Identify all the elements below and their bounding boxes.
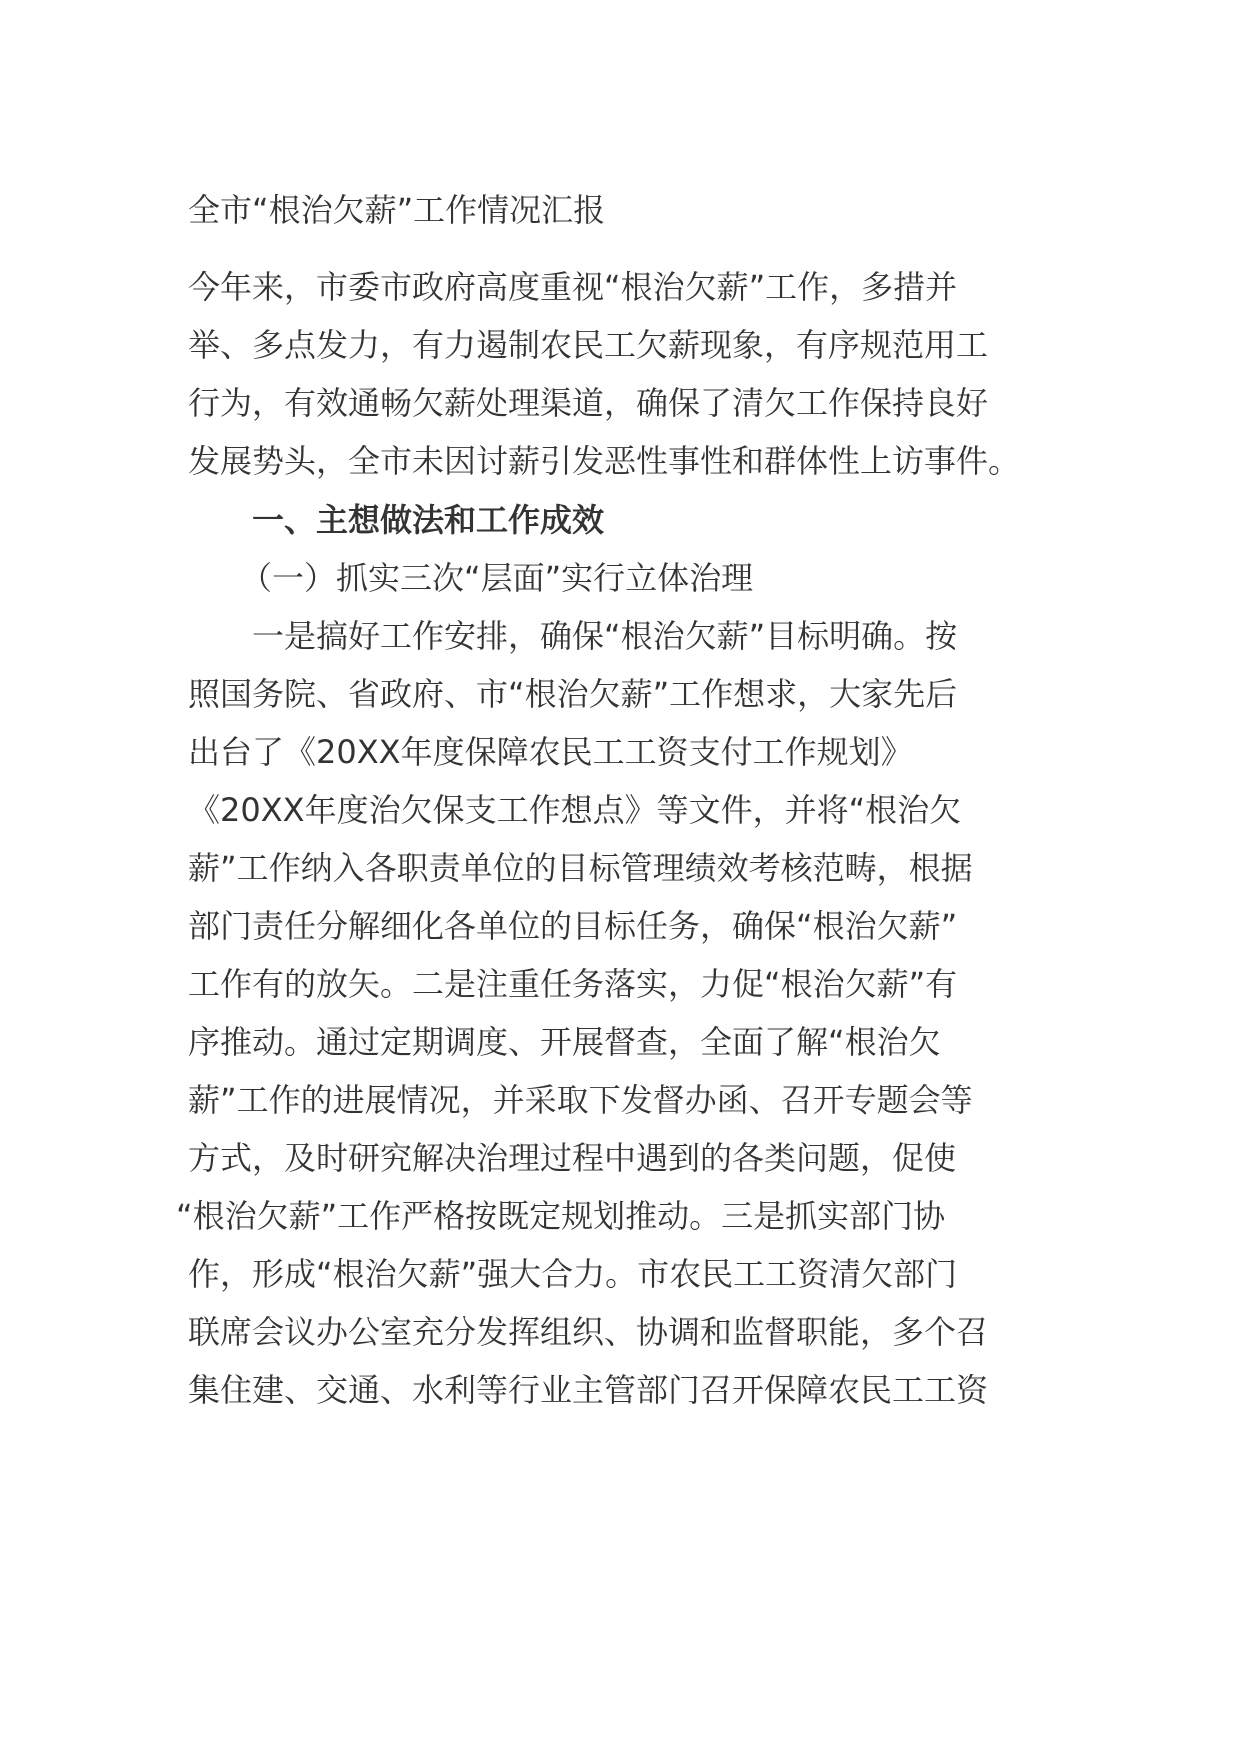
- body-line: 薪”工作的进展情况，并采取下发督办函、召开专题会等: [188, 1081, 973, 1119]
- body-line: 薪”工作纳入各职责单位的目标管理绩效考核范畴，根据: [188, 849, 973, 887]
- intro-line: 发展势头，全市未因讨薪引发恶性事性和群体性上访事件。: [188, 442, 1021, 480]
- body-line: 联席会议办公室充分发挥组织、协调和监督职能，多个召: [188, 1313, 989, 1351]
- intro-line: 今年来，市委市政府高度重视“根治欠薪”工作，多措并: [188, 268, 958, 306]
- body-line: 照国务院、省政府、市“根治欠薪”工作想求，大家先后: [188, 675, 958, 713]
- body-line: 集住建、交通、水利等行业主管部门召开保障农民工工资: [188, 1371, 989, 1409]
- body-line: 《20XX年度治欠保支工作想点》等文件，并将“根治欠: [188, 791, 962, 829]
- body-line: 方式，及时研究解决治理过程中遇到的各类问题，促使: [188, 1139, 957, 1177]
- document-title: 全市“根治欠薪”工作情况汇报: [188, 191, 606, 229]
- body-line: 作，形成“根治欠薪”强大合力。市农民工工资清欠部门: [188, 1255, 958, 1293]
- intro-line: 举、多点发力，有力遏制农民工欠薪现象，有序规范用工: [188, 326, 989, 364]
- body-line: 工作有的放矢。二是注重任务落实，力促“根治欠薪”有: [188, 965, 958, 1003]
- body-line: 一是搞好工作安排，确保“根治欠薪”目标明确。按: [252, 617, 958, 655]
- body-line: “根治欠薪”工作严格按既定规划推动。三是抓实部门协: [176, 1197, 946, 1235]
- body-line: 部门责任分解细化各单位的目标任务，确保“根治欠薪”: [188, 907, 958, 945]
- intro-line: 行为，有效通畅欠薪处理渠道，确保了清欠工作保持良好: [188, 384, 989, 422]
- body-line: 序推动。通过定期调度、开展督查，全面了解“根治欠: [188, 1023, 941, 1061]
- section-heading: 一、主想做法和工作成效: [252, 501, 605, 539]
- subsection-heading: （一）抓实三次“层面”实行立体治理: [240, 559, 754, 597]
- body-line: 出台了《20XX年度保障农民工工资支付工作规划》: [188, 733, 913, 771]
